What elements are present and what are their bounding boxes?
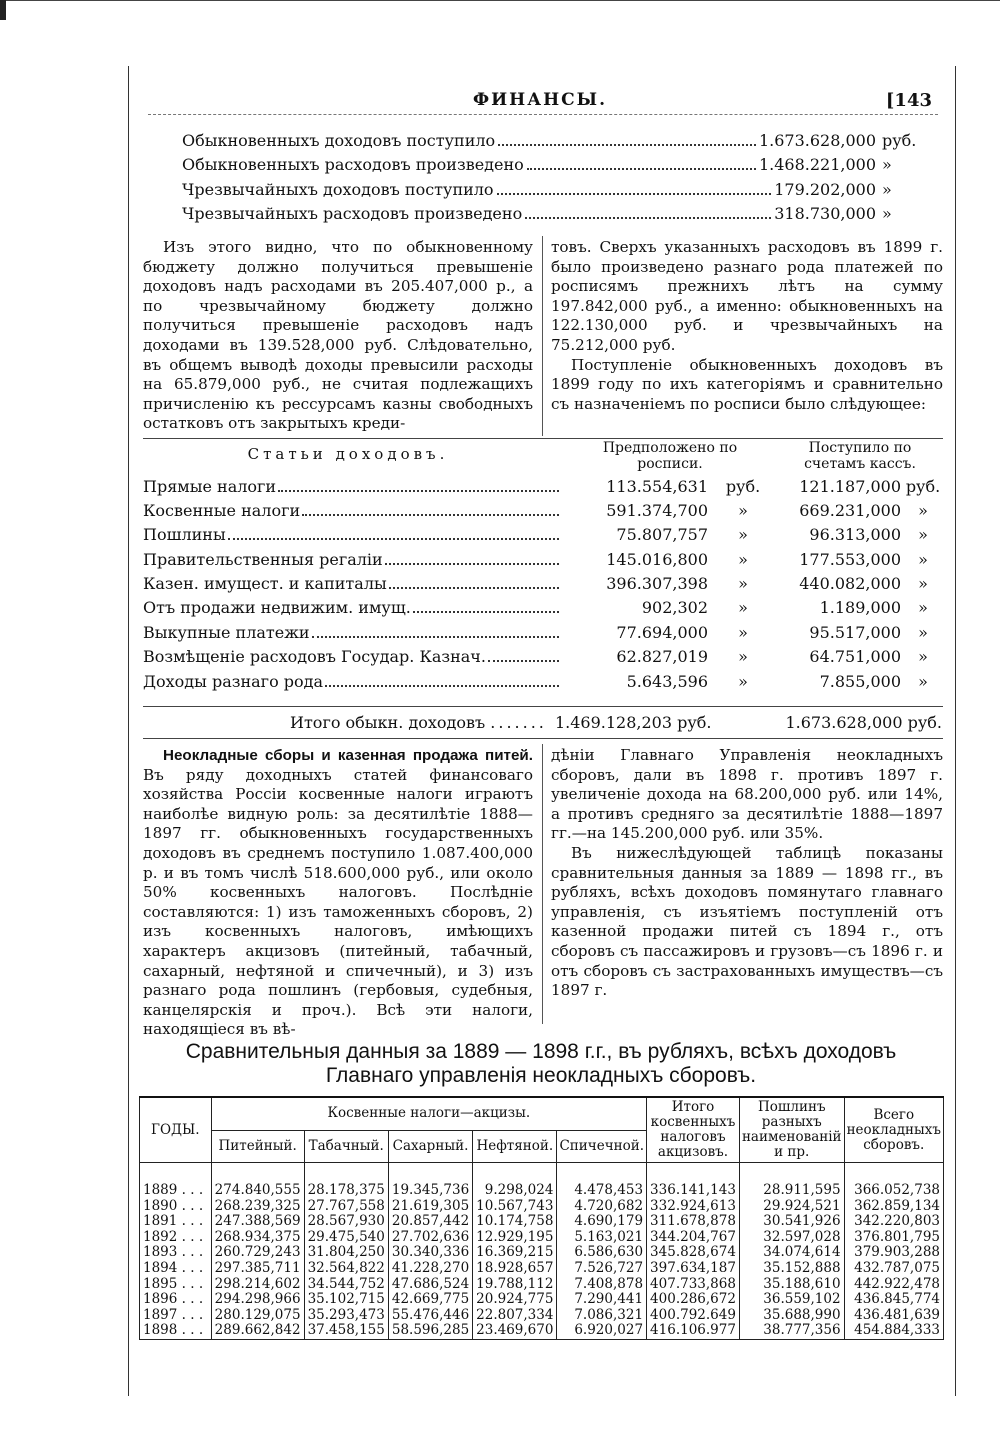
value-cell: 247.388,569 (211, 1214, 304, 1230)
value-cell: 29.475,540 (304, 1230, 388, 1246)
revenue-row (143, 550, 943, 574)
table-row (140, 1183, 944, 1199)
value-cell: 442.922,478 (844, 1277, 943, 1293)
value-cell: 18.928,657 (473, 1261, 557, 1277)
value-cell: 16.369,215 (473, 1245, 557, 1261)
planned-unit: » (738, 672, 748, 691)
value-cell: 35.152,888 (739, 1261, 844, 1277)
value-cell: 22.807,334 (473, 1308, 557, 1324)
value-cell: 38.777,356 (739, 1323, 844, 1339)
received-value: 669.231,000 (799, 501, 901, 520)
planned-value: 77.694,000 (616, 623, 708, 642)
table-row (140, 1261, 944, 1277)
header-years: ГОДЫ. (140, 1097, 212, 1163)
year-cell: 1893 . . . (140, 1245, 212, 1261)
value-cell: 21.619,305 (388, 1199, 472, 1215)
revenue-col-items: Статьи доходовъ. (247, 445, 449, 463)
value-cell: 379.903,288 (844, 1245, 943, 1261)
value-cell: 345.828,674 (647, 1245, 740, 1261)
value-cell: 5.163,021 (557, 1230, 647, 1246)
value-cell: 7.526,727 (557, 1261, 647, 1277)
planned-unit: » (738, 598, 748, 617)
received-unit: » (918, 647, 928, 666)
planned-unit: руб. (725, 477, 761, 496)
year-cell: 1891 . . . (140, 1214, 212, 1230)
column-divider (542, 744, 543, 1024)
value-cell: 297.385,711 (211, 1261, 304, 1277)
header-col: Сахарный. (388, 1130, 472, 1162)
value-cell: 23.469,670 (473, 1323, 557, 1339)
page-number: [143 (885, 90, 932, 111)
year-cell: 1895 . . . (140, 1277, 212, 1293)
value-cell: 342.220,803 (844, 1214, 943, 1230)
planned-value: 902,302 (641, 598, 708, 617)
revenue-row (143, 525, 943, 549)
value-cell: 280.129,075 (211, 1308, 304, 1324)
revenue-item: Прямые налоги (143, 477, 277, 496)
text2-right-column: дѣніи Главнаго Управленія неокладныхъ сборовъ, дали въ 1898 г. противъ 1897 г. увеличеніе дохода на 68.200,000 руб. или 14%, а противъ средняго за десятилѣтіе 1888—1897 гг.—на 145.200,000 руб. или 35%. Въ нижеслѣдующей таблицѣ показаны сравнительныя данныя за 1889 — 1898 гг., въ рубляхъ, всѣхъ доходовъ помянутаго главнаго управленія, съ изъятіемъ поступленій отъ казенной продажи питей съ 1894 г., отъ сборовъ съ пассажировъ и грузовъ—съ 1896 г. и отъ сборовъ съ застрахованныхъ имуществъ—съ 1897 г. (551, 746, 943, 1000)
binding-mark (0, 0, 6, 20)
value-cell: 42.669,775 (388, 1292, 472, 1308)
revenue-item: Правительственныя регаліи (143, 550, 383, 569)
running-title: ФИНАНСЫ. (472, 90, 608, 110)
value-cell: 407.733,868 (647, 1277, 740, 1293)
planned-value: 75.807,757 (616, 525, 708, 544)
revenue-col-received: Поступило по счетамъ кассъ. (804, 440, 916, 472)
value-cell: 28.178,375 (304, 1183, 388, 1199)
value-cell: 298.214,602 (211, 1277, 304, 1293)
value-cell: 400.792.649 (647, 1308, 740, 1324)
planned-unit: » (738, 550, 748, 569)
value-cell: 366.052,738 (844, 1183, 943, 1199)
planned-value: 145.016,800 (606, 550, 708, 569)
revenue-row (143, 647, 943, 671)
value-cell: 436.481,639 (844, 1308, 943, 1324)
value-cell: 28.911,595 (739, 1183, 844, 1199)
table-title-line1: Сравнительныя данныя за 1889 — 1898 г.г., въ рубляхъ, всѣхъ доходовъ (185, 1040, 897, 1063)
value-cell: 41.228,270 (388, 1261, 472, 1277)
year-cell: 1896 . . . (140, 1292, 212, 1308)
header-col: Питейный. (211, 1130, 304, 1162)
revenue-item: Отъ продажи недвижим. имущ. (143, 598, 411, 617)
value-cell: 336.141,143 (647, 1183, 740, 1199)
revenue-item: Выкупные платежи (143, 623, 310, 642)
received-unit: » (918, 623, 928, 642)
text1-right-column: товъ. Сверхъ указанныхъ расходовъ въ 1899 г. было произведено разнаго рода платежей по росписямъ прежнихъ лѣтъ на сумму 197.842,000 руб., а именно: обыкновенныхъ на 122.130,000 руб. и чрезвычайныхъ на 75.212,000 руб. Поступленіе обыкновенныхъ доходовъ въ 1899 году по ихъ категоріямъ и сравнительно съ назначеніемъ по росписи было слѣдующее: (551, 238, 943, 413)
planned-unit: » (738, 623, 748, 642)
value-cell: 289.662,842 (211, 1323, 304, 1339)
summary-row: Обыкновенныхъ доходовъ поступило 1.673.628,000 руб. (182, 131, 917, 150)
year-cell: 1897 . . . (140, 1308, 212, 1324)
planned-unit: » (738, 647, 748, 666)
revenue-row (143, 672, 943, 696)
value-cell: 260.729,243 (211, 1245, 304, 1261)
value-cell: 55.476,446 (388, 1308, 472, 1324)
received-value: 95.517,000 (809, 623, 901, 642)
revenue-item: Доходы разнаго рода (143, 672, 324, 691)
value-cell: 12.929,195 (473, 1230, 557, 1246)
revenue-item: Пошлины (143, 525, 226, 544)
value-cell: 30.541,926 (739, 1214, 844, 1230)
value-cell: 9.298,024 (473, 1183, 557, 1199)
received-value: 96.313,000 (809, 525, 901, 544)
received-value: 1.189,000 (819, 598, 901, 617)
value-cell: 29.924,521 (739, 1199, 844, 1215)
revenue-comparison-table (139, 1096, 944, 1340)
value-cell: 416.106.977 (647, 1323, 740, 1339)
header-col: Табачный. (304, 1130, 388, 1162)
value-cell: 37.458,155 (304, 1323, 388, 1339)
value-cell: 332.924,613 (647, 1199, 740, 1215)
summary-row: Чрезвычайныхъ доходовъ поступило 179.202,000 » (182, 180, 892, 199)
value-cell: 34.074,614 (739, 1245, 844, 1261)
revenue-item: Казен. имущест. и капиталы (143, 574, 387, 593)
revenue-item: Возмѣщеніе расходовъ Государ. Казнач. (143, 647, 486, 666)
summary-row: Обыкновенныхъ расходовъ произведено 1.468.221,000 » (182, 155, 892, 174)
received-unit: » (918, 525, 928, 544)
summary-row: Чрезвычайныхъ расходовъ произведено 318.730,000 » (182, 204, 892, 223)
value-cell: 35.188,610 (739, 1277, 844, 1293)
received-value: 7.855,000 (819, 672, 901, 691)
table-row (140, 1277, 944, 1293)
header-all: Всего неокладныхъ сборовъ. (844, 1097, 943, 1163)
header-col: Спичечной. (557, 1130, 647, 1162)
value-cell: 7.290,441 (557, 1292, 647, 1308)
received-value: 121.187,000 (799, 477, 901, 496)
header-duties: Пошлинъ разныхъ наименованій и пр. (739, 1097, 844, 1163)
revenue-row (143, 623, 943, 647)
value-cell: 294.298,966 (211, 1292, 304, 1308)
header-excise-group: Косвенные налоги—акцизы. (211, 1097, 646, 1130)
value-cell: 397.634,187 (647, 1261, 740, 1277)
value-cell: 27.767,558 (304, 1199, 388, 1215)
received-value: 64.751,000 (809, 647, 901, 666)
revenue-row (143, 501, 943, 525)
value-cell: 311.678,878 (647, 1214, 740, 1230)
value-cell: 268.934,375 (211, 1230, 304, 1246)
revenue-total-row: Итого обыкн. доходовъ ....... 1.469.128,203 руб. (290, 713, 712, 732)
value-cell: 10.174,758 (473, 1214, 557, 1230)
header-rule (148, 114, 938, 121)
planned-value: 5.643,596 (626, 672, 708, 691)
revenue-col-planned: Предположено по росписи. (602, 440, 738, 472)
revenue-row (143, 477, 943, 501)
table-row (140, 1230, 944, 1246)
value-cell: 20.857,442 (388, 1214, 472, 1230)
table-row (140, 1308, 944, 1324)
planned-value: 396.307,398 (606, 574, 708, 593)
revenue-row (143, 574, 943, 598)
value-cell: 268.239,325 (211, 1199, 304, 1215)
header-col: Нефтяной. (473, 1130, 557, 1162)
section-heading: Неокладные сборы и казенная продажа питей. (163, 747, 533, 764)
received-unit: руб. (905, 477, 941, 496)
received-unit: » (918, 574, 928, 593)
value-cell: 10.567,743 (473, 1199, 557, 1215)
revenue-row (143, 598, 943, 622)
planned-value: 113.554,631 (606, 477, 708, 496)
value-cell: 58.596,285 (388, 1323, 472, 1339)
value-cell: 30.340,336 (388, 1245, 472, 1261)
value-cell: 31.804,250 (304, 1245, 388, 1261)
table-title-line2: Главнаго управленія неокладныхъ сборовъ. (325, 1064, 757, 1087)
value-cell: 376.801,795 (844, 1230, 943, 1246)
section-rule (143, 738, 943, 739)
received-unit: » (918, 501, 928, 520)
value-cell: 7.086,321 (557, 1308, 647, 1324)
table-row (140, 1245, 944, 1261)
year-cell: 1898 . . . (140, 1323, 212, 1339)
table-row (140, 1214, 944, 1230)
value-cell: 34.544,752 (304, 1277, 388, 1293)
total-rule (143, 706, 943, 707)
value-cell: 4.690,179 (557, 1214, 647, 1230)
value-cell: 400.286,672 (647, 1292, 740, 1308)
revenue-item: Косвенные налоги (143, 501, 301, 520)
received-unit: » (918, 598, 928, 617)
value-cell: 36.559,102 (739, 1292, 844, 1308)
table-row (140, 1199, 944, 1215)
year-cell: 1894 . . . (140, 1261, 212, 1277)
value-cell: 6.920,027 (557, 1323, 647, 1339)
value-cell: 362.859,134 (844, 1199, 943, 1215)
planned-unit: » (738, 525, 748, 544)
header-total-excise: Итого косвенныхъ налоговъ акцизовъ. (647, 1097, 740, 1163)
value-cell: 28.567,930 (304, 1214, 388, 1230)
planned-unit: » (738, 574, 748, 593)
value-cell: 432.787,075 (844, 1261, 943, 1277)
value-cell: 436.845,774 (844, 1292, 943, 1308)
value-cell: 32.564,822 (304, 1261, 388, 1277)
section-rule (143, 438, 943, 439)
planned-value: 591.374,700 (606, 501, 708, 520)
value-cell: 344.204,767 (647, 1230, 740, 1246)
value-cell: 35.293,473 (304, 1308, 388, 1324)
value-cell: 274.840,555 (211, 1183, 304, 1199)
planned-value: 62.827,019 (616, 647, 708, 666)
value-cell: 6.586,630 (557, 1245, 647, 1261)
value-cell: 35.688,990 (739, 1308, 844, 1324)
received-unit: » (918, 672, 928, 691)
received-unit: » (918, 550, 928, 569)
table-row (140, 1292, 944, 1308)
value-cell: 35.102,715 (304, 1292, 388, 1308)
year-cell: 1889 . . . (140, 1183, 212, 1199)
table-row (140, 1323, 944, 1339)
value-cell: 20.924,775 (473, 1292, 557, 1308)
page-top-rule (0, 0, 1000, 4)
text1-left-column: Изъ этого видно, что по обыкновенному бюджету должно получиться превышеніе доходовъ надъ расходами въ 205.407,000 р., а по чрезвычайному бюджету должно получиться превышеніе расходовъ надъ доходами въ 139.528,000 руб. Слѣдовательно, въ общемъ выводѣ доходы превысили расходы на 65.879,000 руб., не считая подлежащихъ причисленію къ рессурсамъ казны свободныхъ остатковъ отъ закрытыхъ креди- (143, 238, 533, 433)
revenue-total-received: 1.673.628,000 руб. (785, 713, 942, 732)
value-cell: 27.702,636 (388, 1230, 472, 1246)
text2-left-column: Неокладные сборы и казенная продажа питей. Въ ряду доходныхъ статей финансоваго хозяйства Россіи косвенные налоги играютъ наиболѣе видную роль: за десятилѣтіе 1888—1897 гг. обыкновенныхъ государственныхъ доходовъ въ среднемъ поступило 1.087.400,000 р. и въ томъ числѣ 518.600,000 руб., или около 50% косвенныхъ налоговъ. Послѣдніе составляются: 1) изъ таможенныхъ сборовъ, 2) изъ косвенныхъ налоговъ, имѣющихъ характеръ акцизовъ (питейный, табачный, сахарный, нефтяной и спичечный), и 3) изъ разнаго рода пошлинъ (гербовыя, судебныя, канцелярскія и проч.). Всѣ эти налоги, находящіеся въ вѣ- (143, 747, 533, 1039)
value-cell: 19.345,736 (388, 1183, 472, 1199)
received-value: 177.553,000 (799, 550, 901, 569)
year-cell: 1890 . . . (140, 1199, 212, 1215)
received-value: 440.082,000 (799, 574, 901, 593)
value-cell: 7.408,878 (557, 1277, 647, 1293)
value-cell: 4.720,682 (557, 1199, 647, 1215)
column-divider (542, 236, 543, 436)
value-cell: 19.788,112 (473, 1277, 557, 1293)
value-cell: 454.884,333 (844, 1323, 943, 1339)
value-cell: 47.686,524 (388, 1277, 472, 1293)
value-cell: 4.478,453 (557, 1183, 647, 1199)
planned-unit: » (738, 501, 748, 520)
value-cell: 32.597,028 (739, 1230, 844, 1246)
running-header (130, 90, 950, 112)
year-cell: 1892 . . . (140, 1230, 212, 1246)
